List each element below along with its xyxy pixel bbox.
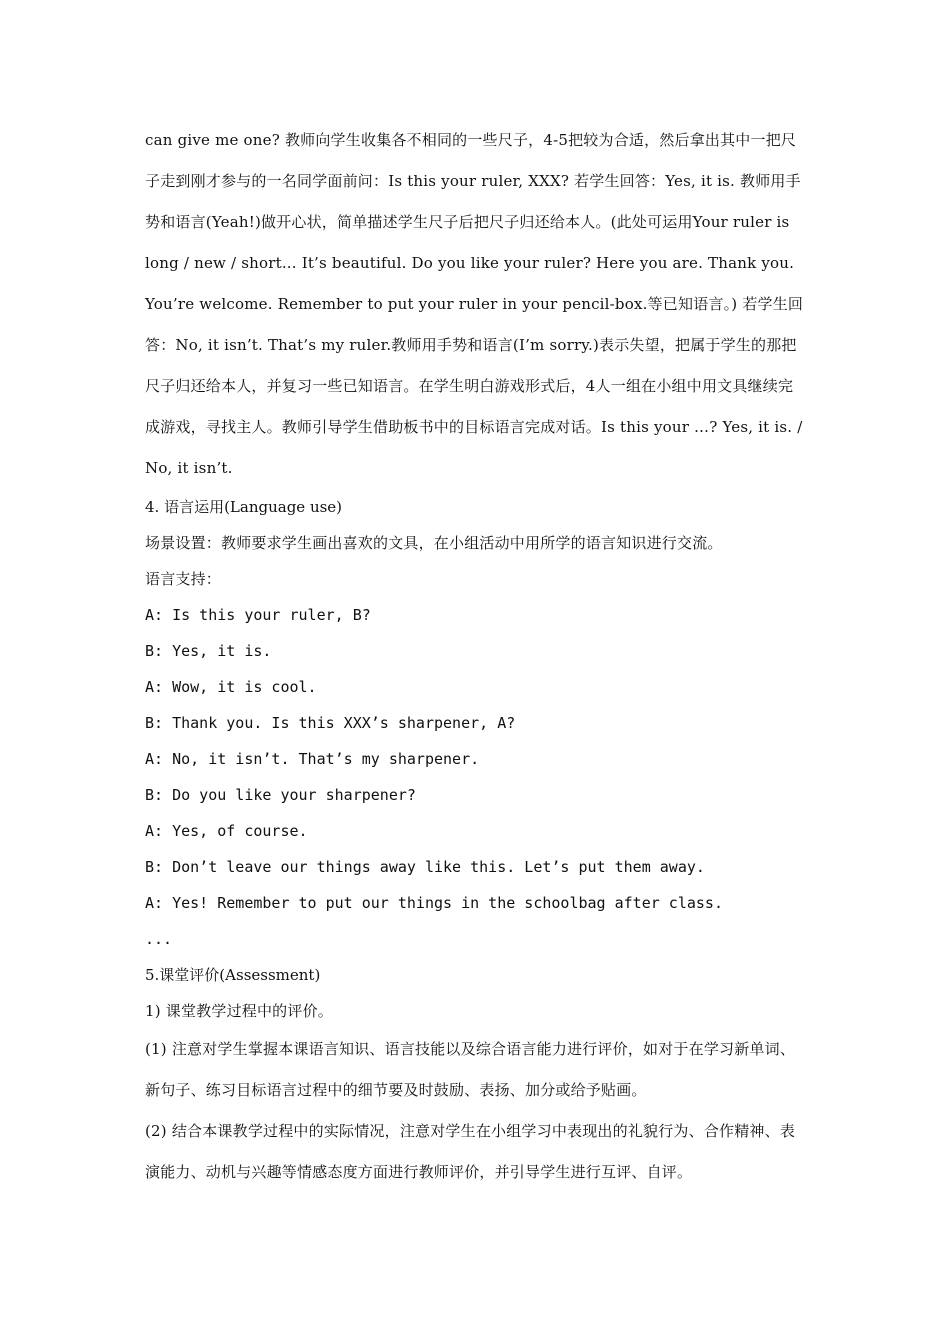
section5-item1: (1) 注意对学生掌握本课语言知识、语言技能以及综合语言能力进行评价，如对于在学习新单词、新句子、练习目标语言过程中的细节要及时鼓励、表扬、加分或给予贴画。 xyxy=(145,1040,796,1099)
section4-support-label: 语言支持： xyxy=(145,570,222,588)
section5-item2: (2) 结合本课教学过程中的实际情况，注意对学生在小组学习中表现出的礼貌行为、合作精神、表演能力、动机与兴趣等情感态度方面进行教师评价，并引导学生进行互评、自评。 xyxy=(145,1122,796,1181)
section4-heading: 4. 语言运用(Language use) xyxy=(145,498,343,516)
dialogue-line: A: Is this your ruler, B? xyxy=(145,606,371,624)
intro-paragraph: can give me one? 教师向学生收集各不相同的一些尺子，4-5把较为合适，然后拿出其中一把尺子走到刚才参与的一名同学面前问：Is this your ruler, XXX? 若学生回答：Yes, it is. 教师用手势和语言(Yeah!)做开心状，简单描述学生尺子后把尺子归还给本人。(此处可运用Your ruler is long / new / short... It’s beautiful. Do you like your ruler? Here you are. Thank you. You’re welcome. Remember to put your ruler in your pencil-box.等已知语言。) 若学生回答：No, it isn’t. That’s my ruler.教师用手势和语言(I’m sorry.)表示失望，把属于学生的那把尺子归还给本人，并复习一些已知语言。在学生明白游戏形式后，4人一组在小组中用文具继续完成游戏，寻找主人。教师引导学生借助板书中的目标语言完成对话。Is this your …? Yes, it is. / No, it isn’t. xyxy=(145,131,804,477)
section4-scene: 场景设置：教师要求学生画出喜欢的文具，在小组活动中用所学的语言知识进行交流。 xyxy=(145,534,723,552)
document-page xyxy=(145,120,807,1193)
section5-sub1: 1) 课堂教学过程中的评价。 xyxy=(145,1002,333,1020)
dialogue-line: A: Wow, it is cool. xyxy=(145,678,317,696)
dialogue-line: A: Yes! Remember to put our things in the schoolbag after class. xyxy=(145,894,723,912)
dialogue-line: B: Yes, it is. xyxy=(145,642,272,660)
dialogue-list xyxy=(145,597,807,957)
dialogue-line: A: Yes, of course. xyxy=(145,822,308,840)
section5-heading: 5.课堂评价(Assessment) xyxy=(145,966,321,984)
dialogue-line: B: Don’t leave our things away like this. Let’s put them away. xyxy=(145,858,705,876)
dialogue-line: B: Do you like your sharpener? xyxy=(145,786,416,804)
dialogue-ellipsis: ... xyxy=(145,930,173,948)
dialogue-line: B: Thank you. Is this XXX’s sharpener, A? xyxy=(145,714,516,732)
dialogue-line: A: No, it isn’t. That’s my sharpener. xyxy=(145,750,480,768)
